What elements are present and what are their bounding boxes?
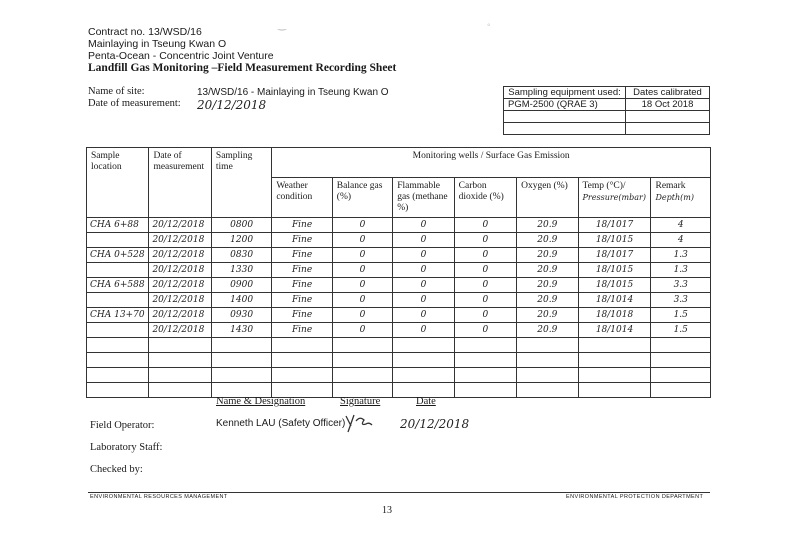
carbon-cell: 0 <box>454 233 516 248</box>
time-cell: 0800 <box>211 218 271 233</box>
weather-cell: Fine <box>272 293 332 308</box>
footer-right: ENVIRONMENTAL PROTECTION DEPARTMENT <box>566 494 704 500</box>
laboratory-staff-label: Laboratory Staff: <box>90 442 163 453</box>
oxygen-cell: 20.9 <box>517 308 578 323</box>
time-cell: 0930 <box>211 308 271 323</box>
weather-cell: Fine <box>272 233 332 248</box>
project-name: Mainlaying in Tseung Kwan O <box>88 38 227 50</box>
flammable-cell: 0 <box>393 263 454 278</box>
location-cell: CHA 0+528 <box>87 248 149 263</box>
pressure-header-line: Pressure(mbar) <box>582 193 646 202</box>
depth-header-line: Depth(m) <box>655 193 694 202</box>
remark-cell: 4 <box>651 233 711 248</box>
flammable-cell: 0 <box>393 323 454 338</box>
contract-number: Contract no. 13/WSD/16 <box>88 26 202 38</box>
flammable-gas-header: Flammable gas (methane %) <box>393 178 454 218</box>
date-cell: 20/12/2018 <box>149 323 211 338</box>
equipment-blank-cell <box>504 111 626 123</box>
equipment-header: Sampling equipment used: <box>504 87 626 99</box>
balance-cell: 0 <box>332 323 392 338</box>
sheet-title: Landfill Gas Monitoring –Field Measurement Recording Sheet <box>88 62 397 74</box>
oxygen-cell: 20.9 <box>517 218 578 233</box>
date-cell: 20/12/2018 <box>149 308 211 323</box>
remark-cell: 1.5 <box>651 323 711 338</box>
remark-cell: 3.3 <box>651 278 711 293</box>
weather-cell: Fine <box>272 308 332 323</box>
remark-cell: 1.3 <box>651 263 711 278</box>
footer-left: ENVIRONMENTAL RESOURCES MANAGEMENT <box>90 494 228 500</box>
weather-cell: Fine <box>272 263 332 278</box>
equipment-item: PGM-2500 (QRAE 3) <box>504 99 626 111</box>
table-row <box>87 323 711 338</box>
time-cell: 0830 <box>211 248 271 263</box>
balance-cell: 0 <box>332 278 392 293</box>
temp-cell: 18/1018 <box>578 308 651 323</box>
remark-header-line: Remark <box>655 181 686 191</box>
temp-cell: 18/1014 <box>578 323 651 338</box>
temp-header-line: Temp (°C)/ <box>582 181 626 191</box>
date-cell: 20/12/2018 <box>149 248 211 263</box>
location-cell <box>87 263 149 278</box>
date-cell: 20/12/2018 <box>149 278 211 293</box>
equipment-calibrated: 18 Oct 2018 <box>626 99 710 111</box>
measurement-date-value: 20/12/2018 <box>197 98 267 112</box>
blank-row <box>87 338 711 353</box>
location-header: Sample location <box>87 148 149 218</box>
table-row <box>87 278 711 293</box>
location-cell <box>87 323 149 338</box>
oxygen-header: Oxygen (%) <box>517 178 578 218</box>
oxygen-cell: 20.9 <box>517 323 578 338</box>
weather-header: Weather condition <box>272 178 332 218</box>
temp-cell: 18/1015 <box>578 263 651 278</box>
carbon-cell: 0 <box>454 248 516 263</box>
signature-header: Signature <box>340 396 381 407</box>
location-cell <box>87 233 149 248</box>
location-cell: CHA 6+588 <box>87 278 149 293</box>
flammable-cell: 0 <box>393 218 454 233</box>
carbon-cell: 0 <box>454 278 516 293</box>
oxygen-cell: 20.9 <box>517 248 578 263</box>
flammable-cell: 0 <box>393 308 454 323</box>
table-row <box>87 263 711 278</box>
footer-rule <box>88 492 710 493</box>
flammable-cell: 0 <box>393 248 454 263</box>
blank-row <box>87 383 711 398</box>
table-row <box>87 308 711 323</box>
scan-mark: ‿ <box>278 20 287 31</box>
table-row <box>87 218 711 233</box>
temp-cell: 18/1015 <box>578 278 651 293</box>
temp-pressure-header <box>578 178 651 218</box>
table-row <box>87 293 711 308</box>
field-operator-date: 20/12/2018 <box>400 417 470 431</box>
balance-cell: 0 <box>332 263 392 278</box>
carbon-dioxide-header: Carbon dioxide (%) <box>454 178 516 218</box>
checked-by-label: Checked by: <box>90 464 143 475</box>
remark-cell: 1.5 <box>651 308 711 323</box>
remark-cell: 3.3 <box>651 293 711 308</box>
site-name-value: 13/WSD/16 - Mainlaying in Tseung Kwan O <box>197 87 389 98</box>
temp-cell: 18/1015 <box>578 233 651 248</box>
remark-cell: 1.3 <box>651 248 711 263</box>
flammable-cell: 0 <box>393 278 454 293</box>
contractor-name: Penta-Ocean - Concentric Joint Venture <box>88 50 274 62</box>
oxygen-cell: 20.9 <box>517 263 578 278</box>
date-cell: 20/12/2018 <box>149 263 211 278</box>
time-cell: 1330 <box>211 263 271 278</box>
equipment-table <box>503 86 710 135</box>
time-header: Sampling time <box>211 148 271 218</box>
weather-cell: Fine <box>272 218 332 233</box>
remark-cell: 4 <box>651 218 711 233</box>
time-cell: 1400 <box>211 293 271 308</box>
date-cell: 20/12/2018 <box>149 218 211 233</box>
temp-cell: 18/1014 <box>578 293 651 308</box>
balance-cell: 0 <box>332 233 392 248</box>
field-operator-name: Kenneth LAU (Safety Officer) <box>216 418 346 429</box>
date-header: Date <box>416 396 436 407</box>
balance-gas-header: Balance gas (%) <box>332 178 392 218</box>
time-cell: 0900 <box>211 278 271 293</box>
monitoring-table <box>86 147 711 398</box>
temp-cell: 18/1017 <box>578 218 651 233</box>
oxygen-cell: 20.9 <box>517 278 578 293</box>
carbon-cell: 0 <box>454 308 516 323</box>
signature-scribble-icon <box>342 412 376 434</box>
balance-cell: 0 <box>332 248 392 263</box>
remark-header <box>651 178 711 218</box>
date-header: Date of measurement <box>149 148 211 218</box>
location-cell: CHA 13+70 <box>87 308 149 323</box>
blank-row <box>87 368 711 383</box>
monitoring-group-header: Monitoring wells / Surface Gas Emission <box>272 148 711 178</box>
table-row <box>87 233 711 248</box>
carbon-cell: 0 <box>454 218 516 233</box>
weather-cell: Fine <box>272 323 332 338</box>
field-operator-signature <box>342 412 376 438</box>
weather-cell: Fine <box>272 248 332 263</box>
carbon-cell: 0 <box>454 263 516 278</box>
oxygen-cell: 20.9 <box>517 233 578 248</box>
name-designation-header: Name & Designation <box>216 396 306 407</box>
flammable-cell: 0 <box>393 293 454 308</box>
page-number: 13 <box>382 505 392 516</box>
balance-cell: 0 <box>332 218 392 233</box>
site-name-label: Name of site: <box>88 86 145 97</box>
blank-row <box>87 353 711 368</box>
equipment-blank-cell <box>504 123 626 135</box>
flammable-cell: 0 <box>393 233 454 248</box>
weather-cell: Fine <box>272 278 332 293</box>
measurement-date-label: Date of measurement: <box>88 98 181 109</box>
field-operator-label: Field Operator: <box>90 420 155 431</box>
calibrated-header: Dates calibrated <box>626 87 710 99</box>
date-cell: 20/12/2018 <box>149 233 211 248</box>
balance-cell: 0 <box>332 308 392 323</box>
date-cell: 20/12/2018 <box>149 293 211 308</box>
balance-cell: 0 <box>332 293 392 308</box>
scan-mark: ◦ <box>487 20 491 31</box>
carbon-cell: 0 <box>454 323 516 338</box>
location-cell <box>87 293 149 308</box>
oxygen-cell: 20.9 <box>517 293 578 308</box>
temp-cell: 18/1017 <box>578 248 651 263</box>
table-row <box>87 248 711 263</box>
equipment-blank-cell <box>626 123 710 135</box>
time-cell: 1430 <box>211 323 271 338</box>
location-cell: CHA 6+88 <box>87 218 149 233</box>
time-cell: 1200 <box>211 233 271 248</box>
carbon-cell: 0 <box>454 293 516 308</box>
equipment-blank-cell <box>626 111 710 123</box>
